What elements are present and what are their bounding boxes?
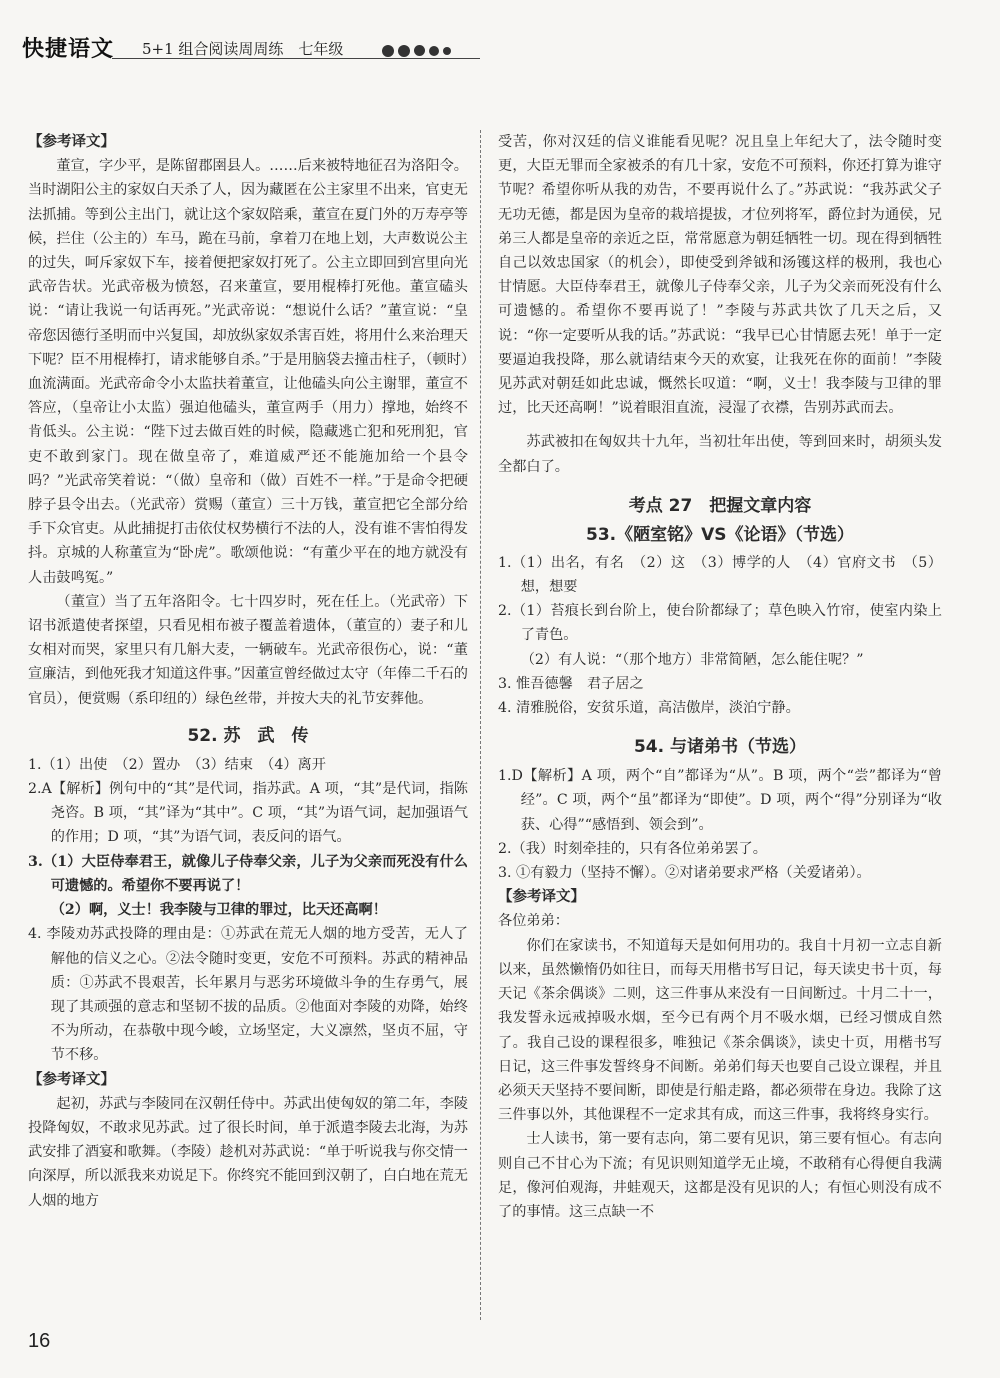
translation-paragraph: 士人读书，第一要有志向，第二要有见识，第三要有恒心。有志向则自己不甘心为下流；有见识则知道学无止境，不敢稍有心得便自我满足，像河伯观海，井蛙观天，这都是没有见识的人；有恒心则没有成不了的事情。这三点缺一不 bbox=[498, 1131, 942, 1220]
answer-item: 1.（1）出名，有名 （2）这 （3）博学的人 （4）官府文书 （5）想，想要 bbox=[498, 554, 942, 596]
translation-paragraph: （董宣）当了五年洛阳令。七十四岁时，死在任上。（光武帝）下诏书派遣使者探望，只看见相布被子覆盖着遗体，（董宣的）妻子和儿女相对而哭，家里只有几斛大麦，一辆破车。光武帝很伤心，说：“董宣廉洁，到他死我才知道这件事。”因董宣曾经做过太守（年俸二千石的官员），便赏赐（系印纽的）绿色丝带，并按大夫的礼节安葬他。 bbox=[28, 593, 468, 707]
translation-paragraph: 苏武被扣在匈奴共十九年，当初壮年出使，等到回来时，胡须头发全都白了。 bbox=[498, 434, 942, 475]
header-rule bbox=[112, 58, 480, 59]
reference-translation-label: 【参考译文】 bbox=[28, 134, 115, 150]
answer-item: 2.（1）苔痕长到台阶上，使台阶都绿了；草色映入竹帘，使室内染上了青色。 bbox=[498, 603, 942, 644]
answer-item: 1.D【解析】A 项，两个“自”都译为“从”。B 项，两个“尝”都译为“曾经”。C 项，两个“虽”都译为“即使”。D 项，两个“得”分别译为“收获、心得”“感悟到、领会到”。 bbox=[498, 768, 942, 833]
letter-greeting: 各位弟弟： bbox=[498, 913, 569, 930]
answer-item: 4. 清雅脱俗，安贫乐道，高洁傲岸，淡泊宁静。 bbox=[498, 700, 800, 717]
section-title-53: 53.《陋室铭》VS《论语》（节选） bbox=[585, 524, 854, 545]
answer-item: 2.A【解析】例句中的“其”是代词，指苏武。A 项，“其”是代词，指陈尧咨。B 项，“其”译为“其中”。C 项，“其”为语气词，起加强语气的作用；D 项，“其”为语气词，表反问的语气。 bbox=[28, 781, 468, 846]
column-divider bbox=[480, 130, 481, 1320]
answer-item: 3. ①有毅力（坚持不懈）。②对诸弟要求严格（关爱诸弟）。 bbox=[498, 865, 871, 882]
reference-translation-label: 【参考译文】 bbox=[28, 1071, 115, 1088]
translation-paragraph: 董宣，字少平，是陈留郡圉县人。……后来被特地征召为洛阳令。当时湖阳公主的家奴白天杀了人，因为藏匿在公主家里不出来，官吏无法抓捕。等到公主出门，就让这个家奴陪乘，董宣在夏门外的万寿亭等候，拦住（公主的）车马，跪在马前，拿着刀在地上划，大声数说公主的过失，呵斥家奴下车，接着便把家奴打死了。公主立即回到宫里向光武帝告状。光武帝极为愤怒，召来董宣，要用棍棒打死他。董宣磕头说：“请让我说一句话再死。”光武帝说：“想说什么话？”董宣说：“皇帝您因德行圣明而中兴复国，却放纵家奴杀害百姓，将用什么来治理天下呢？臣不用棍棒打，请求能够自杀。”于是用脑袋去撞击柱子，（顿时）血流满面。光武帝命令小太监扶着董宣，让他磕头向公主谢罪，董宣不答应，（皇帝让小太监）强迫他磕头，董宣两手（用力）撑地，始终不肯低头。公主说：“陛下过去做百姓的时候，隐藏逃亡犯和死刑犯，官吏不敢到家门。现在做皇帝了，难道威严还不能施加给一个县令吗？”光武帝笑着说：“（做）皇帝和（做）百姓不一样。”于是命令把硬脖子县令出去。（光武帝）赏赐（董宣）三十万钱，董宣把它全部分给手下众官吏。从此捕捉打击依仗权势横行不法的人，没有谁不害怕得发抖。京城的人称董宣为“卧虎”。歌颂他说：“有董少平在的地方就没有人击鼓鸣冤。” bbox=[28, 158, 468, 586]
section-title-54: 54. 与诸弟书（节选） bbox=[633, 737, 807, 758]
answer-item: 4. 李陵劝苏武投降的理由是：①苏武在荒无人烟的地方受苦，无人了解他的信义之心。②法令随时变更，安危不可预料。苏武的精神品质：①苏武不畏艰苦，长年累月与恶劣环境做斗争的生存勇气，展现了其顽强的意志和坚韧不拔的品质。②他面对李陵的劝降，始终不为所动，在恭敬中现今峻，立场坚定，大义凛然，坚贞不屈，守节不移。 bbox=[28, 926, 468, 1064]
translation-paragraph: 你们在家读书，不知道每天是如何用功的。我自十月初一立志自新以来，虽然懒惰仍如往日，而每天用楷书写日记，每天读史书十页，每天记《茶余偶谈》二则，这三件事从来没有一日间断过。十月二十一，我发誓永远戒掉吸水烟，至今已有两个月不吸水烟，已经习惯成自然了。我自己设的课程很多，唯独记《茶余偶谈》，读史十页，用楷书写日记，这三件事发誓终身不间断。弟弟们每天也要自己设立课程，并且必须天天坚持不要间断，即使是行船走路，都必须带在身边。我除了这三件事以外，其他课程不一定求其有成，而这三件事，我将终身实行。 bbox=[498, 937, 942, 1124]
answer-item: 1.（1）出使 （2）置办 （3）结束 （4）离开 bbox=[28, 756, 326, 773]
answer-item: 3. 惟吾德馨 君子居之 bbox=[498, 675, 644, 692]
brand-title: 快捷语文 bbox=[22, 37, 115, 62]
kaodian-title: 考点 27 把握文章内容 bbox=[628, 495, 812, 516]
translation-paragraph: 受苦，你对汉廷的信义谁能看见呢？况且皇上年纪大了，法令随时变更，大臣无罪而全家被杀的有几十家，安危不可预料，你还打算为谁守节呢？希望你听从我的劝告，不要再说什么了。”苏武说：“我苏武父子无功无德，都是因为皇帝的栽培提拔，才位列将军，爵位封为通侯，兄弟三人都是皇帝的亲近之臣，常常愿意为朝廷牺牲一切。现在得到牺牲自己以效忠国家（的机会），即使受到斧钺和汤镬这样的极刑，我也心甘情愿。大臣侍奉君王，就像儿子侍奉父亲，儿子为父亲而死没有什么可遗憾的。希望你不要再说了！”李陵与苏武共饮了几天之后，又说：“你一定要听从我的话。”苏武说：“我早已心甘情愿去死！单于一定要逼迫我投降，那么就请结束今天的欢宴，让我死在你的面前！”李陵见苏武对朝廷如此忠诚，慨然长叹道：“啊，义士！我李陵与卫律的罪过，比天还高啊！”说着眼泪直流，浸湿了衣襟，告别苏武而去。 bbox=[498, 134, 942, 417]
answer-item: 2.（我）时刻牵挂的，只有各位弟弟罢了。 bbox=[498, 840, 767, 857]
answer-item: 3.（1）大臣侍奉君王，就像儿子侍奉父亲，儿子为父亲而死没有什么可遗憾的。希望你不要再说了！ bbox=[28, 853, 468, 894]
section-title-52: 52. 苏 武 传 bbox=[187, 725, 309, 746]
reference-translation-label: 【参考译文】 bbox=[498, 889, 585, 906]
page-number: 16 bbox=[28, 1330, 51, 1352]
answer-item: （2）啊，义士！我李陵与卫律的罪过，比天还高啊！ bbox=[50, 902, 387, 919]
right-column bbox=[498, 130, 942, 1224]
answer-item: （2）有人说：“（那个地方）非常简陋，怎么能住呢？” bbox=[520, 651, 864, 668]
translation-paragraph: 起初，苏武与李陵同在汉朝任侍中。苏武出使匈奴的第二年，李陵投降匈奴，不敢求见苏武。过了很长时间，单于派遣李陵去北海，为苏武安排了酒宴和歌舞。（李陵）趁机对苏武说：“单于听说我与你交情一向深厚，所以派我来劝说足下。你终究不能回到汉朝了，白白地在荒无人烟的地方 bbox=[28, 1095, 468, 1209]
left-column bbox=[28, 130, 468, 1213]
grade-dots-icon bbox=[382, 40, 455, 59]
series-subtitle: 5+1 组合阅读周周练 七年级 bbox=[142, 40, 344, 58]
